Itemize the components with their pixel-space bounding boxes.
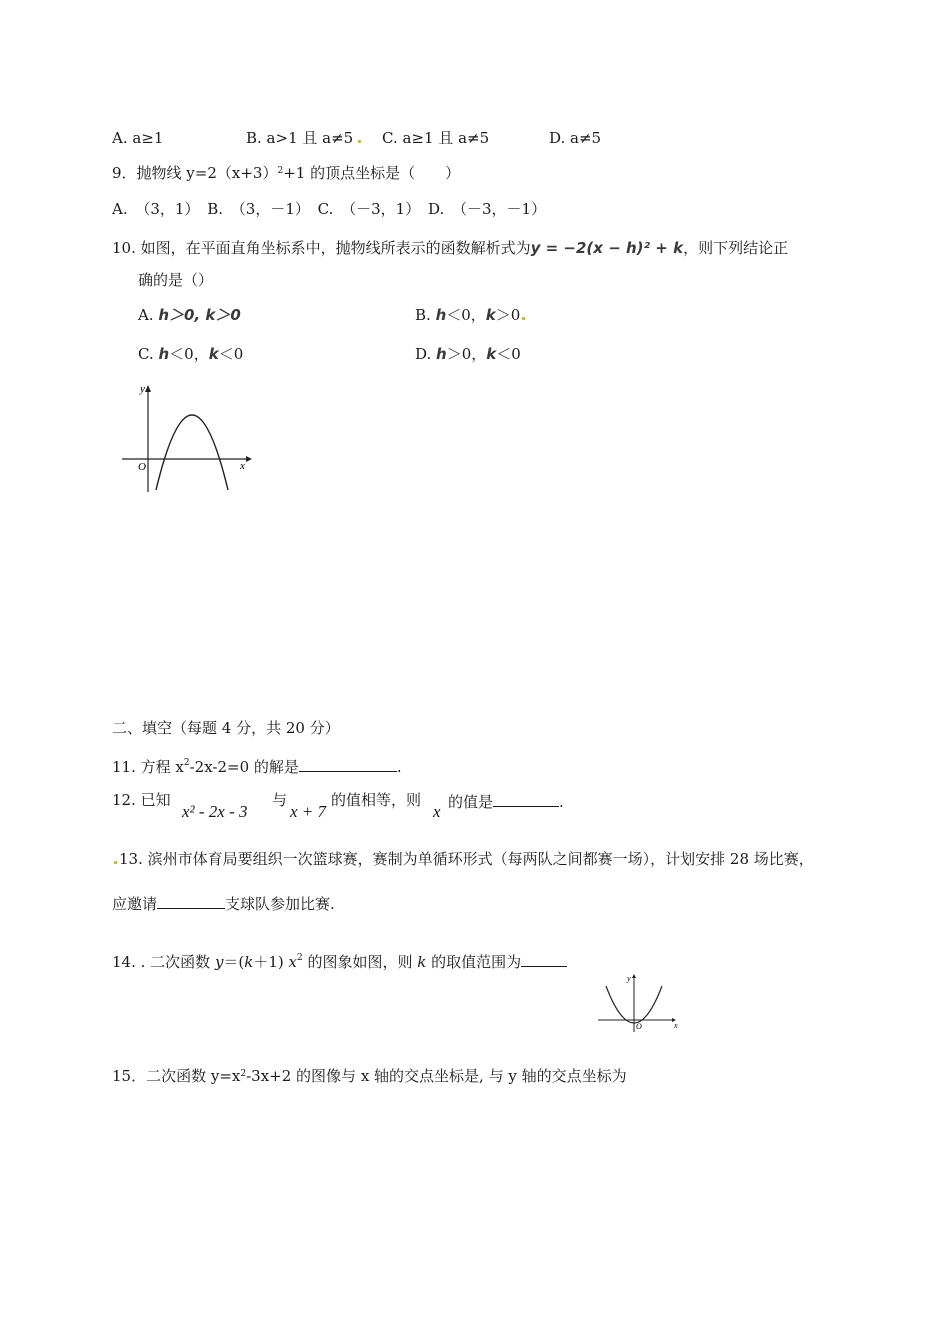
q12-stem-pre: 12. 已知 bbox=[112, 791, 171, 809]
q8-option-c: C. a≥1 且 a≠5 bbox=[382, 129, 490, 147]
q11-answer-blank[interactable] bbox=[299, 755, 397, 772]
q11-stem: 11. 方程 $x^2-2x-2=0$ 的解是 . bbox=[112, 755, 402, 777]
q10-parabola-curve bbox=[156, 415, 228, 490]
q10-stem: 10. 如图，在平面直角坐标系中，抛物线所表示的函数解析式为y = −2(x − h)² + k，则下列结论正 bbox=[112, 239, 789, 257]
q10-y-arrow bbox=[145, 385, 151, 392]
q12-expr2: x + 7 bbox=[290, 802, 327, 821]
q14-y-label: y bbox=[627, 974, 631, 983]
q14-parabola-graph bbox=[596, 972, 682, 1034]
q10-y-label: y bbox=[140, 383, 145, 395]
section-2-heading: 二、填空（每题 4 分，共 20 分） bbox=[112, 719, 340, 737]
q10-parabola-graph bbox=[118, 380, 258, 495]
q10-option-a: A. h＞0, k＞0 bbox=[138, 306, 241, 324]
q10-origin-label: O bbox=[138, 461, 146, 473]
q14-answer-blank[interactable] bbox=[521, 950, 567, 967]
q13-answer-blank[interactable] bbox=[157, 892, 225, 909]
q10-x-arrow bbox=[246, 456, 252, 462]
q14-x-label: x bbox=[674, 1021, 678, 1030]
q12-var: x bbox=[433, 802, 441, 821]
q10-x-label: x bbox=[240, 460, 245, 472]
q10-option-d: D. h＞0，k＜0 bbox=[415, 345, 521, 363]
q10-formula: y = −2(x − h)² + k bbox=[530, 239, 684, 257]
q14-origin-label: O bbox=[636, 1022, 642, 1031]
q14-stem: 14. . 二次函数 y＝(k＋1) $x^2$ 的图象如图，则 k 的取值范围为 bbox=[112, 950, 567, 972]
q14-y-arrow bbox=[632, 974, 636, 978]
q8-option-a: A. a≥1 bbox=[112, 129, 164, 147]
q8-option-b: B. a>1 且 a≠5 bbox=[246, 129, 354, 147]
q10-option-b: B. h＜0，k＞0 bbox=[415, 305, 527, 325]
q12-expr1: x² - 2x - 3 bbox=[182, 802, 248, 821]
q9-options: A. （3，1） B. （3，－1） C. （－3，1） D. （－3，－1） bbox=[112, 200, 547, 218]
q8-option-d: D. a≠5 bbox=[549, 129, 602, 147]
q8-dot-mark bbox=[356, 128, 363, 148]
q13-line2: 应邀请 支球队参加比赛. bbox=[112, 892, 335, 914]
q15-stem: 15．二次函数 $y=x^2-3x+2$ 的图像与 x 轴的交点坐标是, 与 y 轴的交点坐标为 bbox=[112, 1067, 627, 1085]
q12-answer-blank[interactable] bbox=[493, 790, 559, 807]
q10-option-c: C. h＜0，k＜0 bbox=[138, 345, 244, 363]
q12-mid: 与 bbox=[272, 791, 288, 809]
q12-mid2: 的值相等，则 bbox=[331, 791, 422, 809]
q13-line1: 13. 滨州市体育局要组织一次篮球赛，赛制为单循环形式（每两队之间都赛一场），计划安排 28 场比赛， bbox=[112, 849, 814, 869]
q9-stem: 9．抛物线 $y=2(x+3)^2+1$ 的顶点坐标是（ ） bbox=[112, 164, 461, 182]
q12-post: 的值是 . bbox=[448, 790, 564, 812]
q10-stem-line2: 确的是（） bbox=[138, 271, 214, 289]
